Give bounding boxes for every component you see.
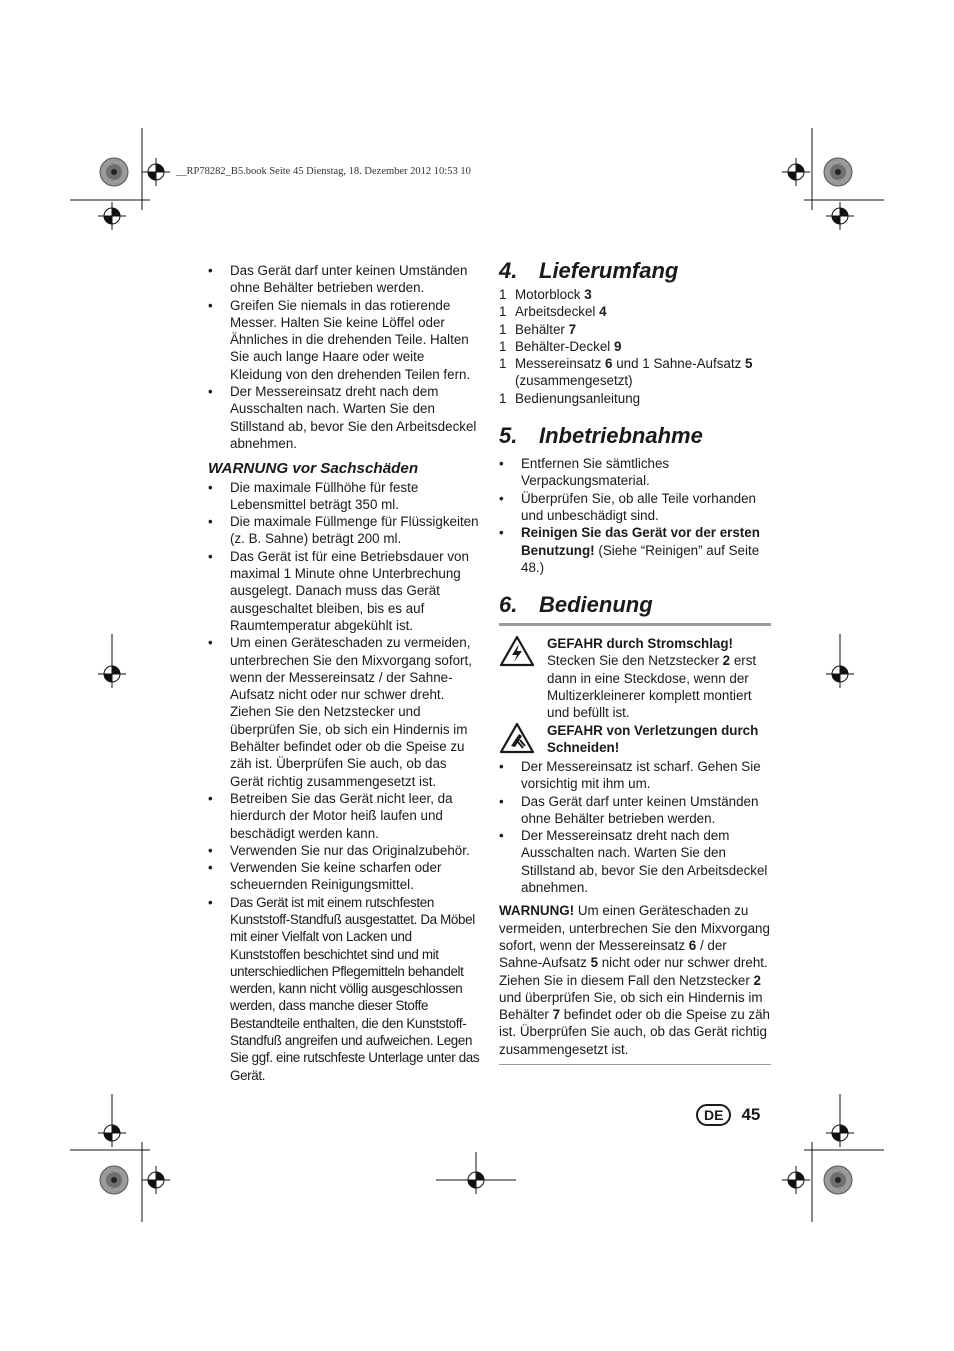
section-heading-lieferumfang: 4. Lieferumfang	[499, 258, 679, 283]
list-item: 1 Messereinsatz 6 und 1 Sahne-Aufsatz 5	[499, 356, 753, 372]
print-header: __RP78282_B5.book Seite 45 Dienstag, 18. Dezember 2012 10:53 10	[176, 166, 471, 177]
list-item: • Entfernen Sie sämtliches Verpackungsmaterial.	[499, 455, 771, 490]
cut-injury-warning: GEFAHR von Verletzungen durch Schneiden!	[499, 722, 771, 758]
list-item: • Die maximale Füllhöhe für feste Lebensmittel beträgt 350 ml.	[208, 479, 480, 514]
electric-shock-warning: GEFAHR durch Stromschlag! Stecken Sie den Netzstecker 2 erst dann in eine Steckdose, wenn der Multizerkleinerer komplett montiert und befüllt ist.	[499, 635, 771, 721]
list-item: 1 Bedienungsanleitung	[499, 390, 641, 406]
list-item: • Das Gerät darf unter keinen Umständen ohne Behälter betrieben werden.	[499, 793, 771, 828]
language-badge: DE	[696, 1104, 731, 1126]
list-item: • Der Messereinsatz dreht nach dem Ausschalten nach. Warten Sie den Stillstand ab, bevor Sie den Arbeitsdeckel abnehmen.	[208, 383, 480, 452]
section-heading-inbetriebnahme: 5. Inbetriebnahme	[499, 423, 703, 449]
list-item: 1 Motorblock 3	[499, 287, 592, 302]
page-footer	[696, 1104, 760, 1126]
list-item: • Verwenden Sie keine scharfen oder scheuernden Reinigungsmittel.	[208, 859, 480, 894]
high-voltage-warning-icon	[499, 635, 547, 721]
list-item-continuation: (zusammengesetzt)	[515, 373, 633, 389]
list-item: 1 Behälter-Deckel 9	[499, 338, 622, 354]
list-item: 1 Behälter 7	[499, 321, 577, 337]
list-item: • Greifen Sie niemals in das rotierende Messer. Halten Sie keine Löffel oder Ähnliches in die drehenden Teile. Halten Sie auch lange Haare oder weite Kleidung von den drehenden Teilen fern.	[208, 297, 480, 383]
warning-heading: WARNUNG vor Sachschäden	[208, 460, 419, 478]
setup-bullet-list	[499, 455, 771, 576]
list-item: • Der Messereinsatz dreht nach dem Ausschalten nach. Warten Sie den Stillstand ab, bevor Sie den Arbeitsdeckel abnehmen.	[499, 827, 771, 896]
list-item: • Das Gerät ist für eine Betriebsdauer von maximal 1 Minute ohne Unterbrechung ausgelegt. Danach muss das Gerät ausgeschaltet bleiben, bis es auf Raumtemperatur abgekühlt ist.	[208, 548, 480, 634]
operation-bullet-list	[499, 758, 771, 896]
list-item: • Die maximale Füllmenge für Flüssigkeiten (z. B. Sahne) beträgt 200 ml.	[208, 513, 480, 548]
list-item: • Reinigen Sie das Gerät vor der ersten Benutzung! (Siehe “Reinigen” auf Seite 48.)	[499, 524, 771, 576]
right-column	[499, 256, 771, 1065]
list-item: • Der Messereinsatz ist scharf. Gehen Sie vorsichtig mit ihm um.	[499, 758, 771, 793]
warning-paragraph: WARNUNG! Um einen Geräteschaden zu vermeiden, unterbrechen Sie den Mixvorgang sofort, wenn der Messereinsatz 6 / der Sahne-Aufsatz 5 nicht oder nur schwer dreht. Ziehen Sie in diesem Fall den Netzstecker 2 und überprüfen Sie, ob sich ein Hindernis im Behälter 7 befindet oder ob die Speise zu zäh ist. Überprüfen Sie auch, ob das Gerät richtig zusammengesetzt ist.	[499, 903, 770, 1057]
left-column	[208, 262, 480, 1084]
list-item: 1 Arbeitsdeckel 4	[499, 304, 607, 320]
list-item: • Um einen Geräteschaden zu vermeiden, unterbrechen Sie den Mixvorgang sofort, wenn der Messereinsatz / der Sahne-Aufsatz nicht oder nur schwer dreht. Ziehen Sie den Netzstecker und überprüfen Sie, ob sich ein Hindernis im Behälter befindet oder ob die Speise zu zäh ist. Überprüfen Sie auch, ob das Gerät richtig zusammengesetzt ist.	[208, 634, 480, 790]
delivery-list	[499, 286, 771, 407]
safety-bullet-list	[208, 262, 480, 452]
section-end-rule	[499, 1064, 771, 1065]
list-item: • Überprüfen Sie, ob alle Teile vorhanden und unbeschädigt sind.	[499, 490, 771, 525]
list-item: • Das Gerät ist mit einem rutschfesten Kunststoff-Standfuß ausgestattet. Da Möbel mit einer Vielfalt von Lacken und Kunststoffen beschichtet sind und mit unterschiedlichen Pflegemitteln behandelt werden, kann nicht völlig ausgeschlossen werden, dass manche dieser Stoffe Bestandteile enthalten, die den Kunststoff-Standfuß angreifen und aufweichen. Legen Sie ggf. eine rutschfeste Unterlage unter das Gerät.	[208, 894, 480, 1084]
list-item: • Verwenden Sie nur das Originalzubehör.	[208, 842, 480, 859]
page-number: 45	[741, 1105, 761, 1124]
list-item: • Betreiben Sie das Gerät nicht leer, da hierdurch der Motor heiß laufen und beschädigt werden kann.	[208, 790, 480, 842]
cut-hazard-warning-icon	[499, 722, 547, 758]
property-damage-bullet-list	[208, 479, 480, 1084]
list-item: • Das Gerät darf unter keinen Umständen ohne Behälter betrieben werden.	[208, 262, 480, 297]
section-rule	[499, 623, 771, 626]
section-heading-bedienung: 6. Bedienung	[499, 592, 653, 618]
